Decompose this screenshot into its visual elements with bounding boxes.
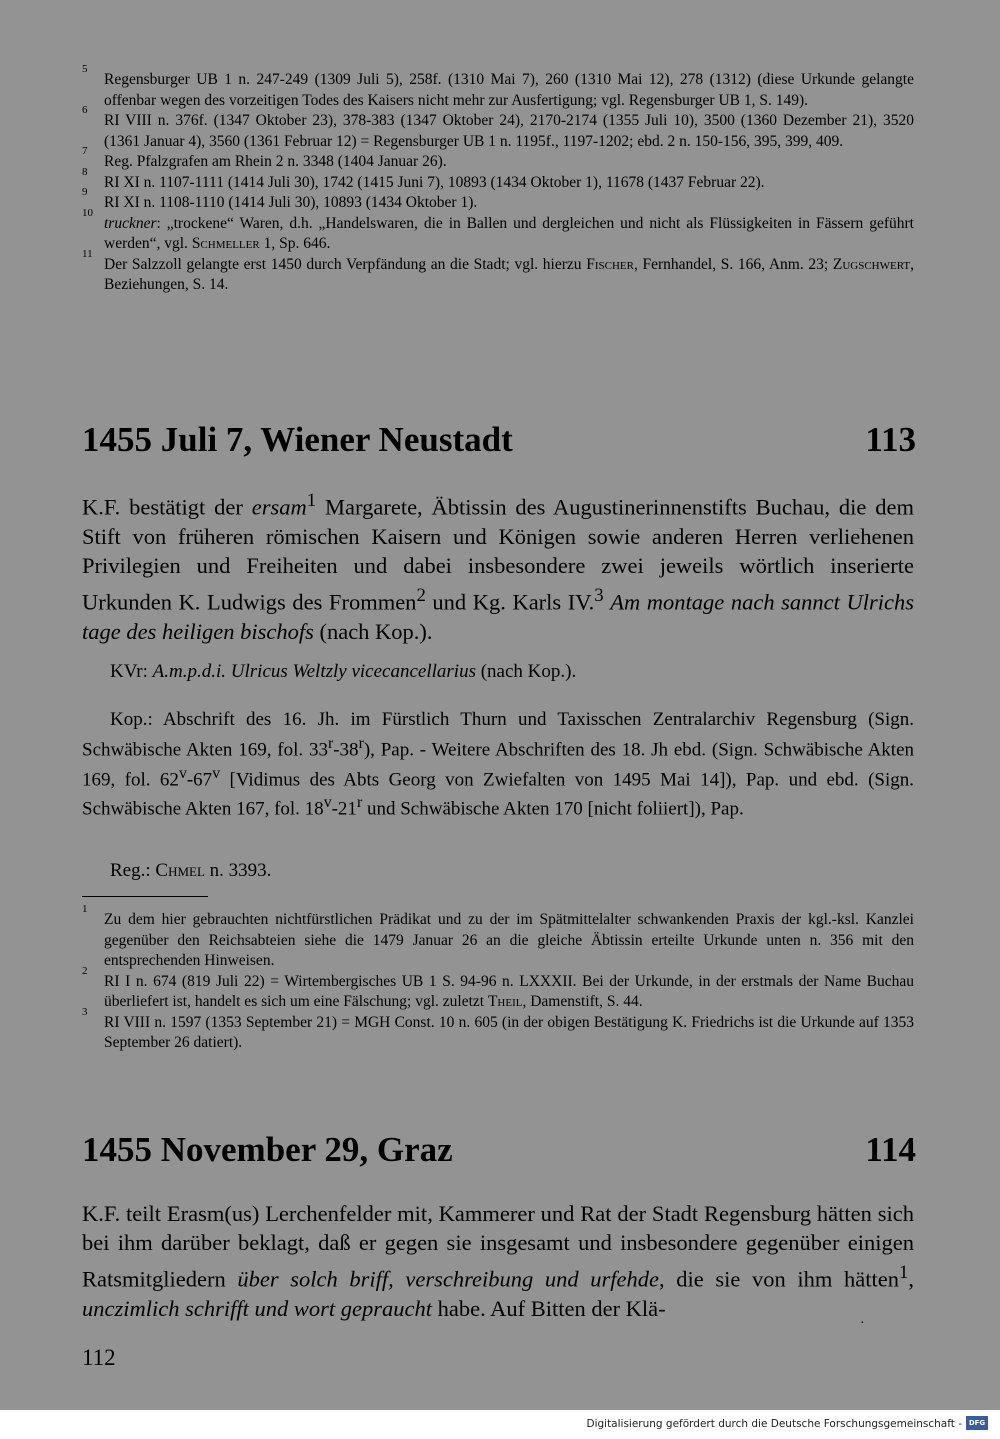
entry-113-heading	[82, 420, 916, 460]
footnote-divider	[82, 896, 208, 897]
footnote-text: RI VIII n. 376f. (1347 Oktober 23), 378-383 (1347 Oktober 24), 2170-2174 (1355 Juli 10), 3500 (1360 Dezember 21), 3520 (1361 Januar 4), 3560 (1361 Februar 12) = Regensburger UB 1 n. 1195f., 1197-1202; ebd. 2 n. 150-156, 395, 399, 409.	[104, 112, 914, 150]
footnote-number: 2	[82, 964, 88, 977]
entry-113-title: 1455 Juli 7, Wiener Neustadt	[82, 420, 513, 459]
footnote-number: 10	[82, 206, 93, 219]
footnote-number: 11	[82, 247, 93, 260]
footnote-text: Der Salzzoll gelangte erst 1450 durch Verpfändung an die Stadt; vgl. hierzu Fischer, Fernhandel, S. 166, Anm. 23; Zugschwert, Beziehungen, S. 14.	[104, 255, 914, 293]
entry-113-footnote	[82, 1005, 914, 1054]
entry-113-body: K.F. bestätigt der ersam$^1$ Margarete, Äbtissin des Augustinerinnenstifts Buchau, die dem Stift von früheren römischen Kaisern und Königen sowie anderen Herren verliehenen Privilegien und Freiheiten und dabei insbesondere zwei jeweils wörtlich inserierte Urkunden K. Ludwigs des Frommen$^2$ und Kg. Karls IV.$^3$ Am montage nach sannct Ulrichs tage des heiligen bischofs (nach Kop.).	[82, 490, 915, 644]
entry-113-footnote	[82, 964, 914, 1013]
footnote-text: truckner: „trockene“ Waren, d.h. „Handelswaren, die in Ballen und dergleichen und nicht als Flüssigkeiten in Fässern geführt werden“, vgl. Schmeller 1, Sp. 646.	[104, 214, 914, 252]
footnote-number: 1	[82, 903, 88, 915]
entry-113-number: 113	[865, 420, 916, 459]
footer-credit: Digitalisierung gefördert durch die Deutsche Forschungsgemeinschaft -	[586, 1418, 962, 1430]
footnote-text: Regensburger UB 1 n. 247-249 (1309 Juli 5), 258f. (1310 Mai 7), 260 (1310 Mai 12), 278 (1312) (diese Urkunde gelangte offenbar wegen des vorzeitigen Todes des Kaisers nicht mehr zur Ausfertigung; vgl. Regensburger UB 1, S. 149).	[104, 71, 914, 109]
entry-113-footnotes	[82, 903, 914, 1054]
top-footnote	[82, 104, 914, 152]
top-footnote	[82, 206, 914, 255]
footnote-text: Zu dem hier gebrauchten nichtfürstlichen Prädikat und zu der im Spätmittelalter schwankenden Praxis der kgl.-ksl. Kanzlei gegenüber den Reichsabteien siehe die 1479 Januar 26 an die gleiche Äbtissin erteilte Urkunde unten n. 356 mit den entsprechenden Hinweisen.	[104, 911, 914, 969]
footnote-number: 7	[82, 145, 88, 157]
footnote-number: 6	[82, 104, 88, 116]
footnote-text: Reg. Pfalzgrafen am Rhein 2 n. 3348 (1404 Januar 26).	[104, 153, 447, 170]
footnote-number: 9	[82, 186, 88, 198]
entry-114-body: K.F. teilt Erasm(us) Lerchenfelder mit, Kammerer und Rat der Stadt Regensburg hätten sich bei ihm darüber beklagt, daß er gegen sie insgesamt und insbesondere gegenüber einigen Ratsmitgliedern über solch briff, verschreibung und urfehde, die sie von ihm hätten$^1$, unczimlich schrifft und wort gepraucht habe. Auf Bitten der Klä-	[82, 1201, 914, 1321]
stray-mark: ·	[860, 1316, 865, 1331]
top-footnote	[82, 186, 914, 214]
top-footnotes	[82, 63, 914, 296]
footnote-number: 5	[82, 63, 88, 75]
dfg-logo-icon: DFG	[966, 1416, 988, 1430]
footnote-number: 3	[82, 1005, 88, 1018]
entry-113-kvr: KVr: A.m.p.d.i. Ulricus Weltzly vicecancellarius (nach Kop.).	[110, 661, 577, 682]
top-footnote	[82, 247, 914, 296]
footnote-text: RI I n. 674 (819 Juli 22) = Wirtembergisches UB 1 S. 94-96 n. LXXXII. Bei der Urkunde, in der erstmals der Name Buchau überliefert ist, handelt es sich um eine Fälschung; vgl. zuletzt Theil, Damenstift, S. 44.	[104, 972, 914, 1010]
footnote-text: RI XI n. 1107-1111 (1414 Juli 30), 1742 (1415 Juni 7), 10893 (1434 Oktober 1), 11678 (1437 Februar 22).	[104, 173, 765, 191]
footnote-number: 8	[82, 165, 88, 178]
footnote-text: RI XI n. 1108-1110 (1414 Juli 30), 10893 (1434 Oktober 1).	[104, 194, 478, 211]
entry-114-title: 1455 November 29, Graz	[82, 1130, 453, 1169]
top-footnote	[82, 165, 914, 194]
top-footnote	[82, 63, 914, 111]
entry-113-kop: Kop.: Abschrift des 16. Jh. im Fürstlich Thurn und Taxisschen Zentralarchiv Regensburg (Sign. Schwäbische Akten 169, fol. 33$^r$-38$^r$), Pap. - Weitere Abschriften des 18. Jh ebd. (Sign. Schwäbische Akten 169, fol. 62$^v$-67$^v$ [Vidimus des Abts Georg von Zwiefalten von 1495 Mai 14]), Pap. und ebd. (Sign. Schwäbische Akten 167, fol. 18$^v$-21$^r$ und Schwäbische Akten 170 [nicht foliiert]), Pap.	[82, 709, 914, 820]
entry-114-heading	[82, 1130, 916, 1170]
entry-113-footnote	[82, 903, 914, 972]
page-number: 112	[82, 1345, 116, 1370]
entry-114-number: 114	[865, 1130, 916, 1169]
digitization-footer	[0, 1410, 1000, 1439]
footnote-text: RI VIII n. 1597 (1353 September 21) = MGH Const. 10 n. 605 (in der obigen Bestätigung K. Friedrichs ist die Urkunde auf 1353 September 26 datiert).	[104, 1013, 914, 1051]
entry-113-reg: Reg.: Chmel n. 3393.	[110, 860, 272, 881]
top-footnote	[82, 145, 914, 173]
